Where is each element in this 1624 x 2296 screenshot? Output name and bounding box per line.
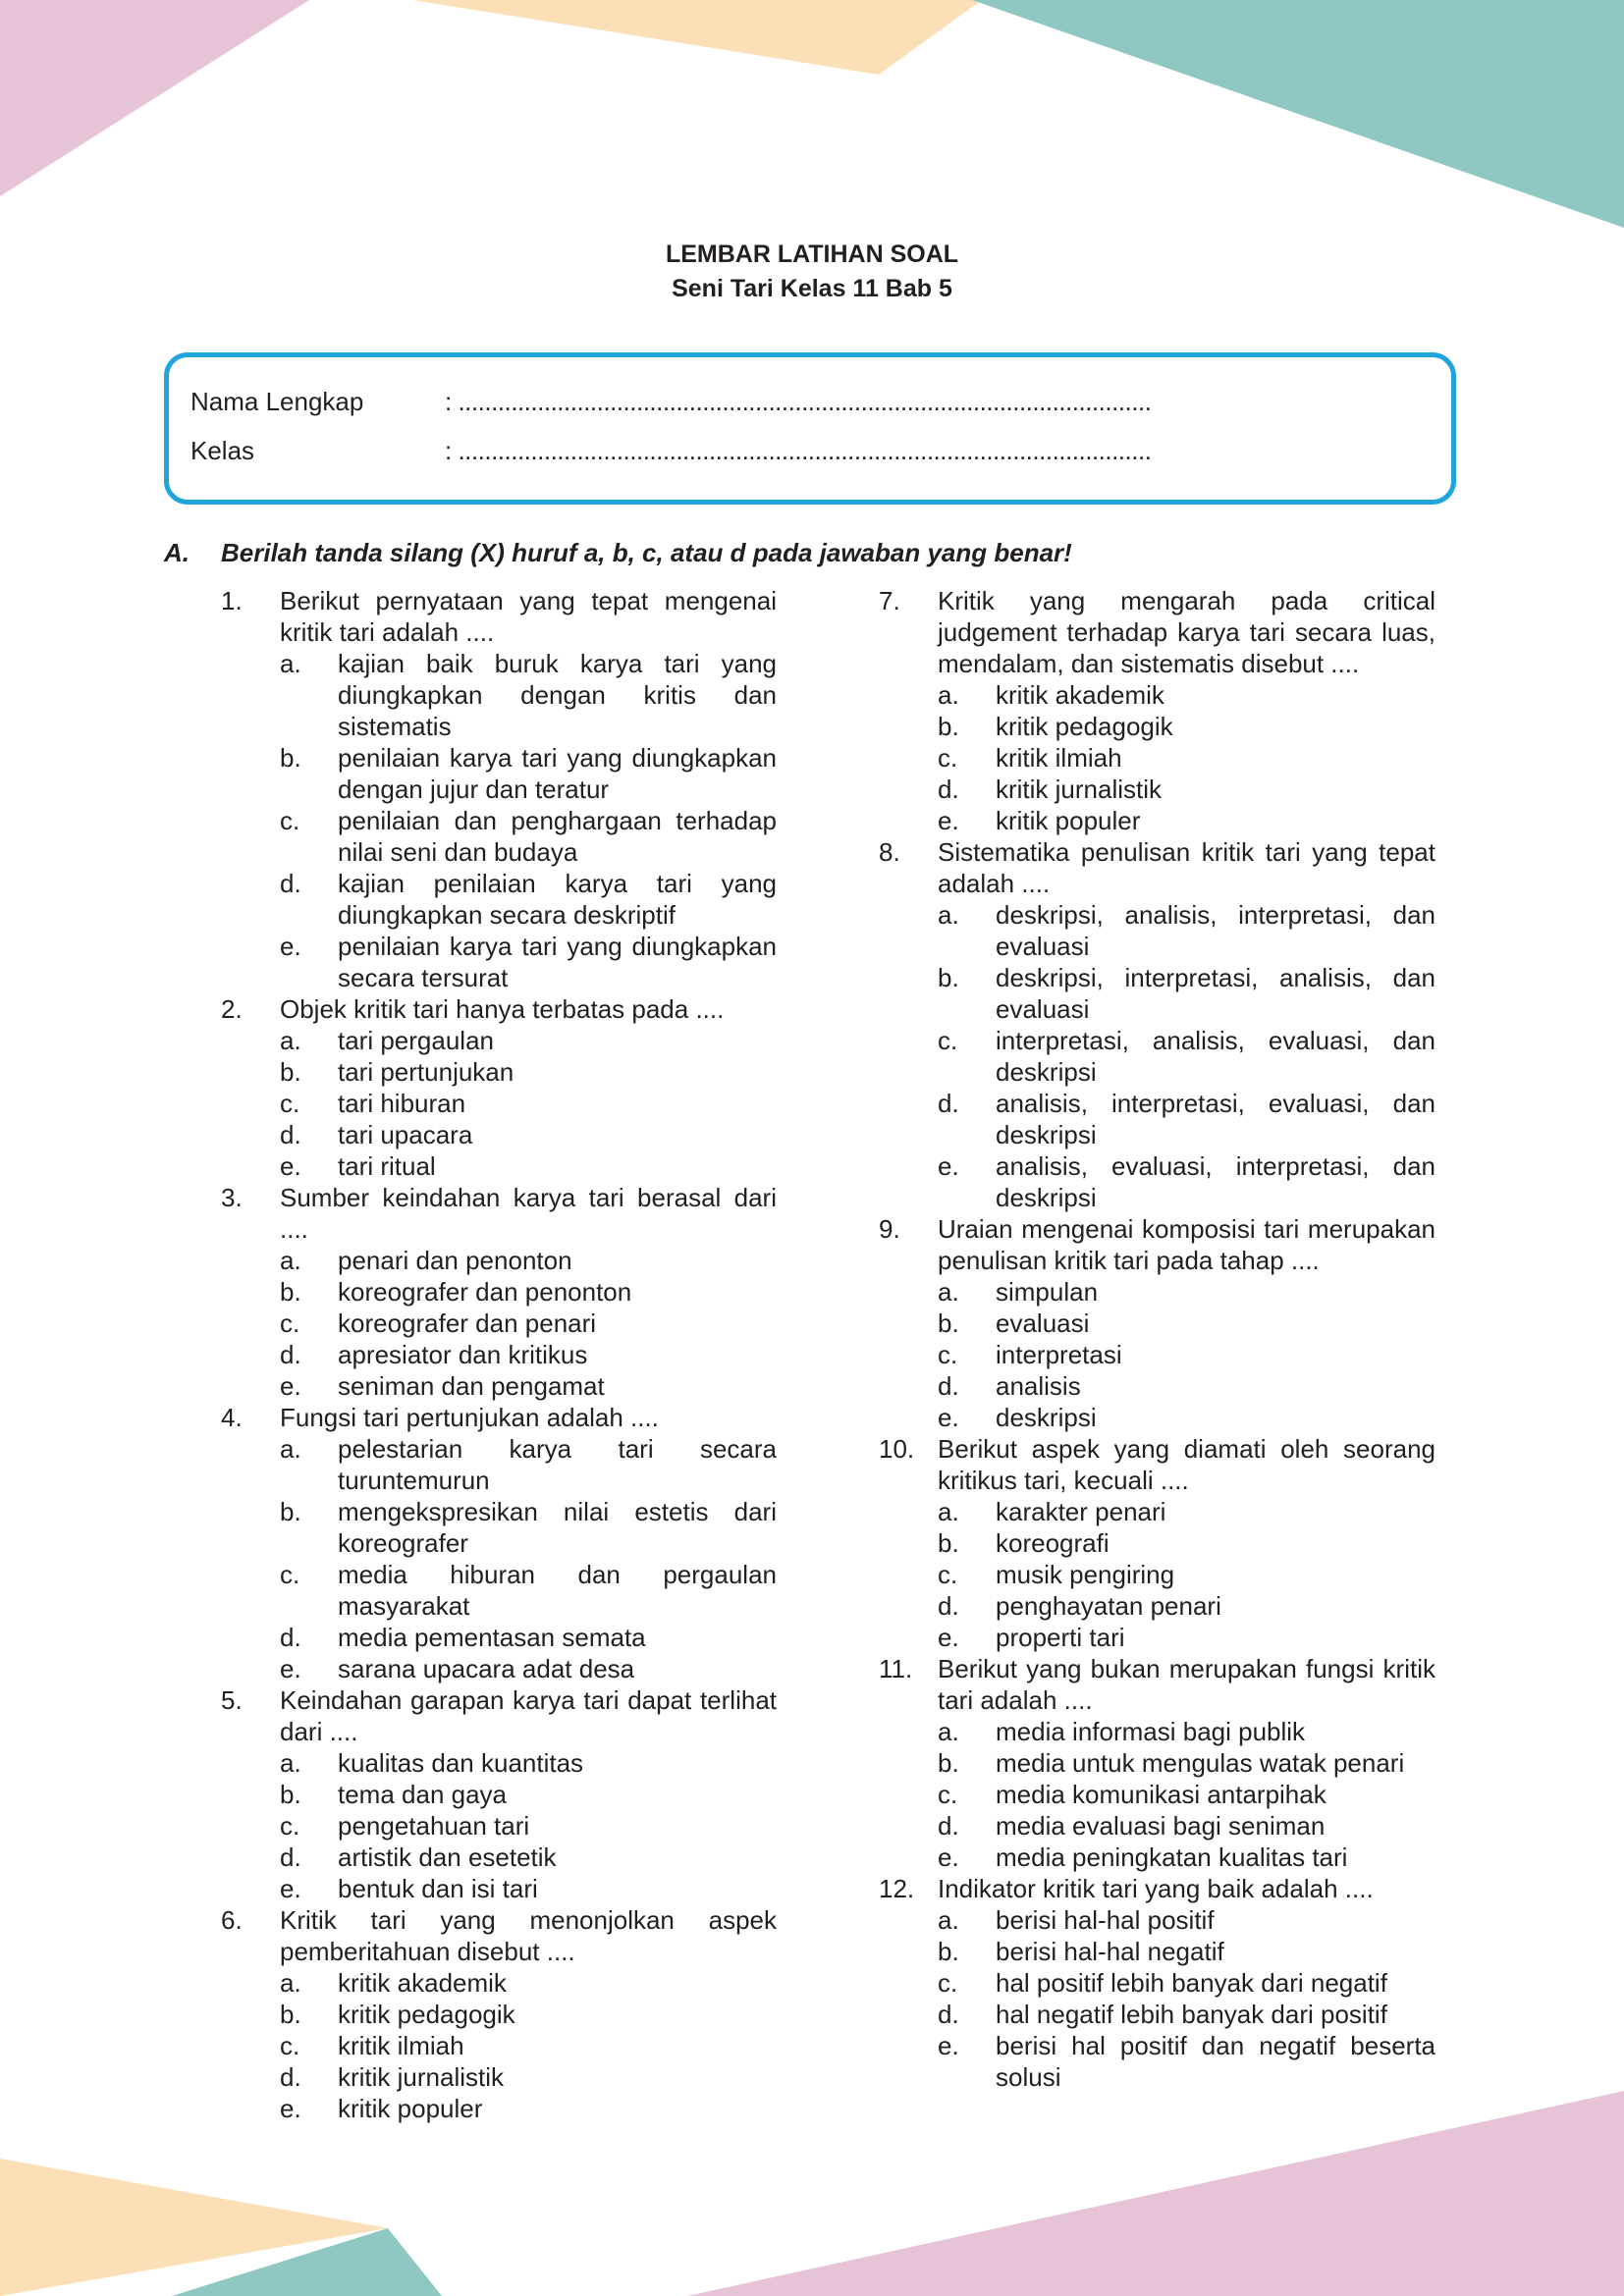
question-stem: Objek kritik tari hanya terbatas pada .... bbox=[280, 994, 725, 1024]
option-letter: e. bbox=[938, 1403, 959, 1432]
option-letter: d. bbox=[938, 1371, 959, 1401]
question-item bbox=[879, 1213, 1435, 1433]
option-text: media informasi bagi publik bbox=[996, 1717, 1306, 1746]
option-letter: b. bbox=[938, 1748, 959, 1778]
option-letter: b. bbox=[938, 1528, 959, 1558]
worksheet-title: LEMBAR LATIHAN SOAL bbox=[665, 240, 959, 268]
answer-option[interactable] bbox=[280, 1433, 777, 1496]
option-text: hal positif lebih banyak dari negatif bbox=[996, 1968, 1387, 1998]
option-letter: e. bbox=[280, 932, 301, 961]
option-letter: d. bbox=[938, 1811, 959, 1841]
option-letter: c. bbox=[938, 1560, 958, 1589]
option-text: media untuk mengulas watak penari bbox=[996, 1748, 1405, 1778]
answer-option[interactable] bbox=[938, 1716, 1435, 1747]
section-letter: A. bbox=[164, 538, 189, 567]
question-item bbox=[221, 1684, 777, 1904]
option-letter: c. bbox=[280, 1560, 300, 1589]
option-text: media peningkatan kualitas tari bbox=[996, 1842, 1348, 1872]
answer-option[interactable] bbox=[280, 1873, 777, 1904]
option-letter: b. bbox=[280, 1780, 301, 1809]
answer-option[interactable] bbox=[938, 1999, 1435, 2030]
question-stem: Berikut yang bukan merupakan fungsi kritik tari adalah .... bbox=[938, 1654, 1435, 1715]
option-text: tari pergaulan bbox=[338, 1026, 494, 1055]
option-letter: b. bbox=[938, 963, 959, 992]
option-letter: b. bbox=[280, 1277, 301, 1307]
question-stem: Sumber keindahan karya tari berasal dari .... bbox=[280, 1183, 777, 1244]
question-item bbox=[879, 1653, 1435, 1873]
option-text: interpretasi, analisis, evaluasi, dan deskripsi bbox=[996, 1026, 1435, 1087]
option-text: media evaluasi bagi seniman bbox=[996, 1811, 1326, 1841]
answer-option[interactable] bbox=[938, 1339, 1435, 1370]
option-letter: c. bbox=[280, 1308, 300, 1338]
option-letter: d. bbox=[280, 1120, 301, 1149]
option-text: penghayatan penari bbox=[996, 1591, 1221, 1621]
questions-right-column bbox=[879, 585, 1435, 2093]
option-text: media hiburan dan pergaulan masyarakat bbox=[338, 1560, 777, 1621]
option-letter: d. bbox=[280, 1842, 301, 1872]
answer-option[interactable] bbox=[938, 2030, 1435, 2093]
top-teal-shape bbox=[972, 0, 1624, 228]
option-letter: a. bbox=[280, 1434, 301, 1464]
option-letter: b. bbox=[280, 1497, 301, 1526]
option-letter: c. bbox=[280, 806, 300, 835]
option-letter: a. bbox=[280, 649, 301, 678]
answer-option[interactable] bbox=[938, 1936, 1435, 1967]
option-letter: e. bbox=[938, 806, 959, 835]
answer-option[interactable] bbox=[938, 1747, 1435, 1779]
option-letter: e. bbox=[938, 1151, 959, 1181]
option-text: kritik pedagogik bbox=[996, 712, 1173, 741]
answer-option[interactable] bbox=[280, 1559, 777, 1622]
option-text: deskripsi bbox=[996, 1403, 1097, 1432]
answer-option[interactable] bbox=[938, 711, 1435, 742]
option-text: analisis bbox=[996, 1371, 1081, 1401]
question-stem: Uraian mengenai komposisi tari merupakan penulisan kritik tari pada tahap .... bbox=[938, 1214, 1435, 1275]
option-text: kajian baik buruk karya tari yang diungkapkan dengan kritis dan sistematis bbox=[338, 649, 777, 741]
answer-option[interactable] bbox=[280, 2030, 777, 2061]
question-item bbox=[221, 1402, 777, 1684]
option-text: evaluasi bbox=[996, 1308, 1090, 1338]
option-letter: b. bbox=[938, 1308, 959, 1338]
option-letter: c. bbox=[938, 1026, 958, 1055]
answer-option[interactable] bbox=[280, 1779, 777, 1810]
option-text: pelestarian karya tari secara turuntemurun bbox=[338, 1434, 777, 1495]
option-text: tari ritual bbox=[338, 1151, 436, 1181]
option-letter: e. bbox=[938, 1623, 959, 1652]
option-letter: a. bbox=[938, 1717, 959, 1746]
answer-option[interactable] bbox=[938, 899, 1435, 962]
option-letter: c. bbox=[280, 1089, 300, 1118]
answer-option[interactable] bbox=[280, 1747, 777, 1779]
question-stem: Sistematika penulisan kritik tari yang tepat adalah .... bbox=[938, 837, 1435, 898]
option-text: mengekspresikan nilai estetis dari koreografer bbox=[338, 1497, 777, 1558]
option-letter: d. bbox=[938, 774, 959, 804]
option-letter: c. bbox=[280, 1811, 300, 1841]
answer-option[interactable] bbox=[280, 1276, 777, 1308]
answer-option[interactable] bbox=[280, 1339, 777, 1370]
option-letter: a. bbox=[280, 1026, 301, 1055]
question-number: 2. bbox=[221, 994, 243, 1024]
answer-option[interactable] bbox=[280, 1999, 777, 2030]
option-text: seniman dan pengamat bbox=[338, 1371, 605, 1401]
option-letter: d. bbox=[938, 1089, 959, 1118]
option-text: analisis, evaluasi, interpretasi, dan deskripsi bbox=[996, 1151, 1435, 1212]
answer-option[interactable] bbox=[938, 962, 1435, 1025]
answer-option[interactable] bbox=[938, 805, 1435, 836]
question-number: 8. bbox=[879, 837, 900, 867]
option-letter: d. bbox=[280, 869, 301, 898]
class-row bbox=[190, 436, 1151, 465]
answer-option[interactable] bbox=[938, 1402, 1435, 1433]
answer-option[interactable] bbox=[938, 1779, 1435, 1810]
option-letter: e. bbox=[280, 2094, 301, 2123]
answer-option[interactable] bbox=[938, 1025, 1435, 1088]
answer-option[interactable] bbox=[280, 1025, 777, 1056]
option-letter: e. bbox=[280, 1151, 301, 1181]
question-item bbox=[221, 585, 777, 993]
section-instruction bbox=[164, 538, 1072, 568]
question-number: 10. bbox=[879, 1434, 915, 1464]
question-item bbox=[221, 993, 777, 1182]
answer-option[interactable] bbox=[280, 1308, 777, 1339]
question-stem: Kritik yang mengarah pada critical judgement terhadap karya tari secara luas, mendalam, dan sistematis disebut .... bbox=[938, 586, 1435, 678]
worksheet-subtitle: Seni Tari Kelas 11 Bab 5 bbox=[672, 275, 952, 302]
option-text: kritik populer bbox=[338, 2094, 483, 2123]
question-number: 11. bbox=[879, 1654, 913, 1683]
option-letter: a. bbox=[938, 680, 959, 710]
question-number: 5. bbox=[221, 1685, 243, 1715]
answer-option[interactable] bbox=[938, 1308, 1435, 1339]
option-text: pengetahuan tari bbox=[338, 1811, 530, 1841]
option-letter: b. bbox=[938, 712, 959, 741]
answer-option[interactable] bbox=[938, 679, 1435, 711]
option-text: karakter penari bbox=[996, 1497, 1166, 1526]
option-letter: d. bbox=[280, 2062, 301, 2092]
option-text: artistik dan esetetik bbox=[338, 1842, 557, 1872]
option-letter: a. bbox=[280, 1748, 301, 1778]
answer-option[interactable] bbox=[938, 1810, 1435, 1842]
name-row bbox=[190, 387, 1151, 416]
answer-option[interactable] bbox=[938, 774, 1435, 805]
answer-option[interactable] bbox=[280, 1245, 777, 1276]
answer-option[interactable] bbox=[280, 1370, 777, 1402]
option-text: deskripsi, analisis, interpretasi, dan evaluasi bbox=[996, 900, 1435, 961]
option-text: tari pertunjukan bbox=[338, 1057, 514, 1087]
option-letter: a. bbox=[938, 1905, 959, 1935]
worksheet-header bbox=[0, 238, 1624, 306]
option-text: kritik populer bbox=[996, 806, 1141, 835]
option-text: media pementasan semata bbox=[338, 1623, 646, 1652]
option-letter: e. bbox=[280, 1371, 301, 1401]
answer-option[interactable] bbox=[938, 1842, 1435, 1873]
top-peach-shape bbox=[412, 0, 982, 75]
answer-option[interactable] bbox=[280, 1622, 777, 1653]
question-item bbox=[879, 585, 1435, 836]
option-text: kualitas dan kuantitas bbox=[338, 1748, 584, 1778]
answer-option[interactable] bbox=[280, 931, 777, 993]
answer-option[interactable] bbox=[938, 1904, 1435, 1936]
option-letter: a. bbox=[280, 1968, 301, 1998]
option-text: kritik akademik bbox=[338, 1968, 507, 1998]
answer-option[interactable] bbox=[938, 1276, 1435, 1308]
question-number: 1. bbox=[221, 586, 243, 615]
question-item bbox=[221, 1182, 777, 1402]
option-text: penilaian karya tari yang diungkapkan secara tersurat bbox=[338, 932, 777, 992]
option-text: koreografer dan penonton bbox=[338, 1277, 632, 1307]
option-text: musik pengiring bbox=[996, 1560, 1175, 1589]
option-text: kritik pedagogik bbox=[338, 2000, 515, 2029]
option-text: media komunikasi antarpihak bbox=[996, 1780, 1326, 1809]
option-letter: e. bbox=[938, 1842, 959, 1872]
option-letter: a. bbox=[938, 900, 959, 930]
option-text: kritik jurnalistik bbox=[338, 2062, 505, 2092]
answer-option[interactable] bbox=[280, 1150, 777, 1182]
question-item bbox=[879, 836, 1435, 1213]
question-stem: Indikator kritik tari yang baik adalah .... bbox=[938, 1874, 1374, 1903]
answer-option[interactable] bbox=[280, 1810, 777, 1842]
question-number: 7. bbox=[879, 586, 900, 615]
option-text: kritik jurnalistik bbox=[996, 774, 1163, 804]
option-text: berisi hal-hal negatif bbox=[996, 1937, 1224, 1966]
answer-option[interactable] bbox=[280, 742, 777, 805]
answer-option[interactable] bbox=[280, 648, 777, 742]
class-blank-field[interactable]: : ......................................................................................................... bbox=[445, 436, 1152, 465]
option-text: tari hiburan bbox=[338, 1089, 466, 1118]
option-text: simpulan bbox=[996, 1277, 1099, 1307]
option-text: deskripsi, interpretasi, analisis, dan evaluasi bbox=[996, 963, 1435, 1024]
option-text: interpretasi bbox=[996, 1340, 1122, 1369]
question-number: 12. bbox=[879, 1874, 915, 1903]
option-text: kritik ilmiah bbox=[996, 743, 1122, 773]
answer-option[interactable] bbox=[280, 2093, 777, 2124]
option-text: berisi hal positif dan negatif beserta solusi bbox=[996, 2031, 1435, 2092]
option-letter: a. bbox=[280, 1246, 301, 1275]
option-letter: c. bbox=[280, 2031, 300, 2060]
answer-option[interactable] bbox=[938, 1622, 1435, 1653]
option-text: tema dan gaya bbox=[338, 1780, 508, 1809]
answer-option[interactable] bbox=[938, 1527, 1435, 1559]
option-letter: d. bbox=[938, 2000, 959, 2029]
answer-option[interactable] bbox=[938, 742, 1435, 774]
answer-option[interactable] bbox=[280, 1653, 777, 1684]
question-stem: Keindahan garapan karya tari dapat terlihat dari .... bbox=[280, 1685, 777, 1746]
answer-option[interactable] bbox=[280, 805, 777, 868]
name-label: Nama Lengkap bbox=[190, 387, 364, 416]
option-text: berisi hal-hal positif bbox=[996, 1905, 1215, 1935]
answer-option[interactable] bbox=[280, 1842, 777, 1873]
option-letter: b. bbox=[280, 2000, 301, 2029]
option-letter: c. bbox=[938, 1340, 958, 1369]
answer-option[interactable] bbox=[938, 1559, 1435, 1590]
option-letter: b. bbox=[938, 1937, 959, 1966]
question-item bbox=[879, 1873, 1435, 2093]
answer-option[interactable] bbox=[938, 1088, 1435, 1150]
top-pink-shape bbox=[0, 0, 309, 196]
option-letter: b. bbox=[280, 1057, 301, 1087]
option-text: penari dan penonton bbox=[338, 1246, 572, 1275]
question-number: 3. bbox=[221, 1183, 243, 1212]
question-stem: Kritik tari yang menonjolkan aspek pemberitahuan disebut .... bbox=[280, 1905, 777, 1966]
class-label: Kelas bbox=[190, 436, 255, 465]
answer-option[interactable] bbox=[280, 1119, 777, 1150]
question-stem: Fungsi tari pertunjukan adalah .... bbox=[280, 1403, 659, 1432]
question-number: 4. bbox=[221, 1403, 243, 1432]
option-letter: c. bbox=[938, 743, 958, 773]
option-text: penilaian karya tari yang diungkapkan dengan jujur dan teratur bbox=[338, 743, 777, 804]
bottom-pink-shape bbox=[687, 2091, 1624, 2296]
option-text: koreografer dan penari bbox=[338, 1308, 597, 1338]
answer-option[interactable] bbox=[938, 1967, 1435, 1999]
option-letter: d. bbox=[280, 1623, 301, 1652]
answer-option[interactable] bbox=[280, 1056, 777, 1088]
answer-option[interactable] bbox=[280, 1088, 777, 1119]
option-letter: a. bbox=[938, 1497, 959, 1526]
questions-left-column bbox=[221, 585, 777, 2124]
option-letter: d. bbox=[938, 1591, 959, 1621]
question-item bbox=[221, 1904, 777, 2124]
question-number: 9. bbox=[879, 1214, 900, 1244]
option-text: analisis, interpretasi, evaluasi, dan deskripsi bbox=[996, 1089, 1435, 1149]
answer-option[interactable] bbox=[280, 1496, 777, 1559]
option-letter: c. bbox=[938, 1780, 958, 1809]
option-text: kajian penilaian karya tari yang diungkapkan secara deskriptif bbox=[338, 869, 777, 930]
option-text: apresiator dan kritikus bbox=[338, 1340, 588, 1369]
answer-option[interactable] bbox=[280, 1967, 777, 1999]
option-text: koreografi bbox=[996, 1528, 1110, 1558]
option-text: penilaian dan penghargaan terhadap nilai seni dan budaya bbox=[338, 806, 777, 867]
option-text: properti tari bbox=[996, 1623, 1125, 1652]
student-identity-box bbox=[164, 352, 1456, 505]
answer-option[interactable] bbox=[280, 868, 777, 931]
question-item bbox=[879, 1433, 1435, 1653]
answer-option[interactable] bbox=[938, 1590, 1435, 1622]
answer-option[interactable] bbox=[280, 2061, 777, 2093]
option-letter: d. bbox=[280, 1340, 301, 1369]
option-text: tari upacara bbox=[338, 1120, 473, 1149]
option-text: sarana upacara adat desa bbox=[338, 1654, 635, 1683]
name-blank-field[interactable]: : ......................................................................................................... bbox=[445, 387, 1152, 416]
option-letter: e. bbox=[280, 1654, 301, 1683]
option-text: bentuk dan isi tari bbox=[338, 1874, 538, 1903]
option-letter: e. bbox=[938, 2031, 959, 2060]
question-stem: Berikut pernyataan yang tepat mengenai kritik tari adalah .... bbox=[280, 586, 777, 647]
instruction-text: Berilah tanda silang (X) huruf a, b, c, atau d pada jawaban yang benar! bbox=[221, 538, 1072, 567]
option-letter: a. bbox=[938, 1277, 959, 1307]
option-letter: b. bbox=[280, 743, 301, 773]
answer-option[interactable] bbox=[938, 1150, 1435, 1213]
answer-option[interactable] bbox=[938, 1370, 1435, 1402]
answer-option[interactable] bbox=[938, 1496, 1435, 1527]
option-letter: e. bbox=[280, 1874, 301, 1903]
option-text: hal negatif lebih banyak dari positif bbox=[996, 2000, 1387, 2029]
option-letter: c. bbox=[938, 1968, 958, 1998]
question-number: 6. bbox=[221, 1905, 243, 1935]
option-text: kritik akademik bbox=[996, 680, 1164, 710]
question-stem: Berikut aspek yang diamati oleh seorang kritikus tari, kecuali .... bbox=[938, 1434, 1435, 1495]
option-text: kritik ilmiah bbox=[338, 2031, 464, 2060]
